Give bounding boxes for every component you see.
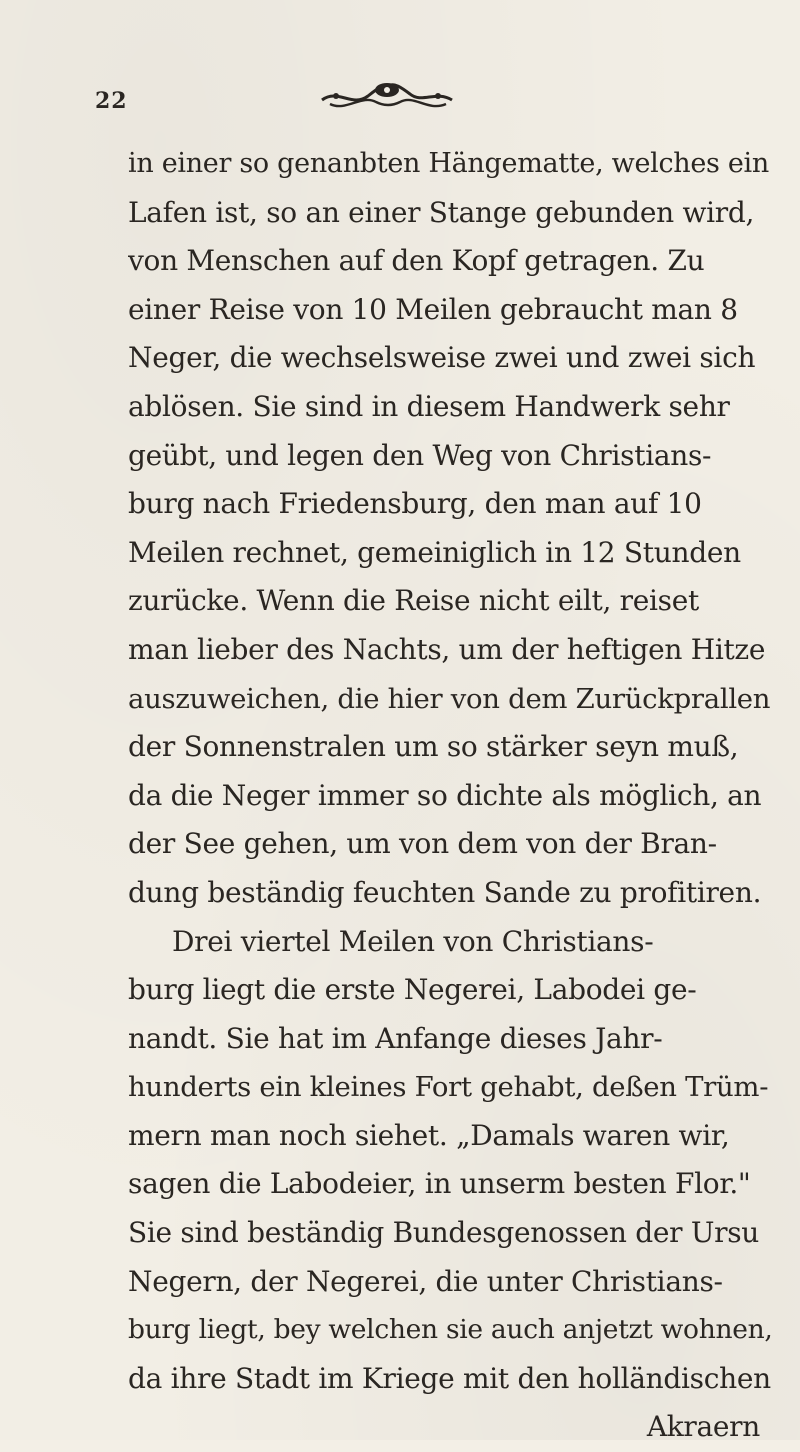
text-line: nandt. Sie hat im Anfange dieses Jahr-: [128, 1021, 663, 1055]
text-line: der Sonnenstralen um so stärker seyn muß,: [128, 730, 739, 764]
text-line: geübt, und legen den Weg von Christians-: [128, 438, 712, 472]
text-line: burg nach Friedensburg, den man auf 10: [128, 487, 702, 521]
text-line: in einer so genanbten Hängematte, welches ein: [128, 148, 769, 179]
page-number: 22: [95, 88, 128, 114]
text-line: ablösen. Sie sind in diesem Handwerk sehr: [128, 389, 730, 423]
text-line: hunderts ein kleines Fort gehabt, deßen Trüm-: [128, 1071, 769, 1104]
text-line: zurücke. Wenn die Reise nicht eilt, reiset: [128, 584, 699, 618]
text-line: Lafen ist, so an einer Stange gebunden wird,: [128, 195, 755, 229]
text-line: dung beständig feuchten Sande zu profitiren.: [128, 875, 762, 909]
ornament-icon: [318, 78, 456, 116]
text-line: von Menschen auf den Kopf getragen. Zu: [128, 244, 705, 278]
catchword: Akraern: [646, 1410, 760, 1444]
text-line: einer Reise von 10 Meilen gebraucht man 8: [128, 292, 738, 326]
text-line: Meilen rechnet, gemeiniglich in 12 Stunden: [128, 535, 741, 569]
body-text: [128, 140, 778, 1452]
text-line: sagen die Labodeier, in unserm besten Flor.": [128, 1167, 751, 1201]
text-line: da die Neger immer so dichte als möglich, an: [128, 778, 762, 812]
text-line: da ihre Stadt im Kriege mit den holländischen: [128, 1361, 771, 1395]
text-line: Drei viertel Meilen von Christians-: [172, 924, 654, 958]
text-line: burg liegt die erste Negerei, Labodei ge-: [128, 973, 697, 1007]
text-line: man lieber des Nachts, um der heftigen Hitze: [128, 632, 766, 666]
text-line: Neger, die wechselsweise zwei und zwei sich: [128, 341, 756, 375]
text-line: Sie sind beständig Bundesgenossen der Ursu: [128, 1216, 760, 1250]
text-line: Negern, der Negerei, die unter Christians-: [128, 1264, 723, 1298]
text-line: burg liegt, bey welchen sie auch anjetzt wohnen,: [128, 1314, 773, 1346]
text-line: der See gehen, um von dem von der Bran-: [128, 827, 717, 861]
text-line: mern man noch siehet. „Damals waren wir,: [128, 1118, 730, 1152]
text-line: auszuweichen, die hier von dem Zurückprallen: [128, 682, 771, 715]
